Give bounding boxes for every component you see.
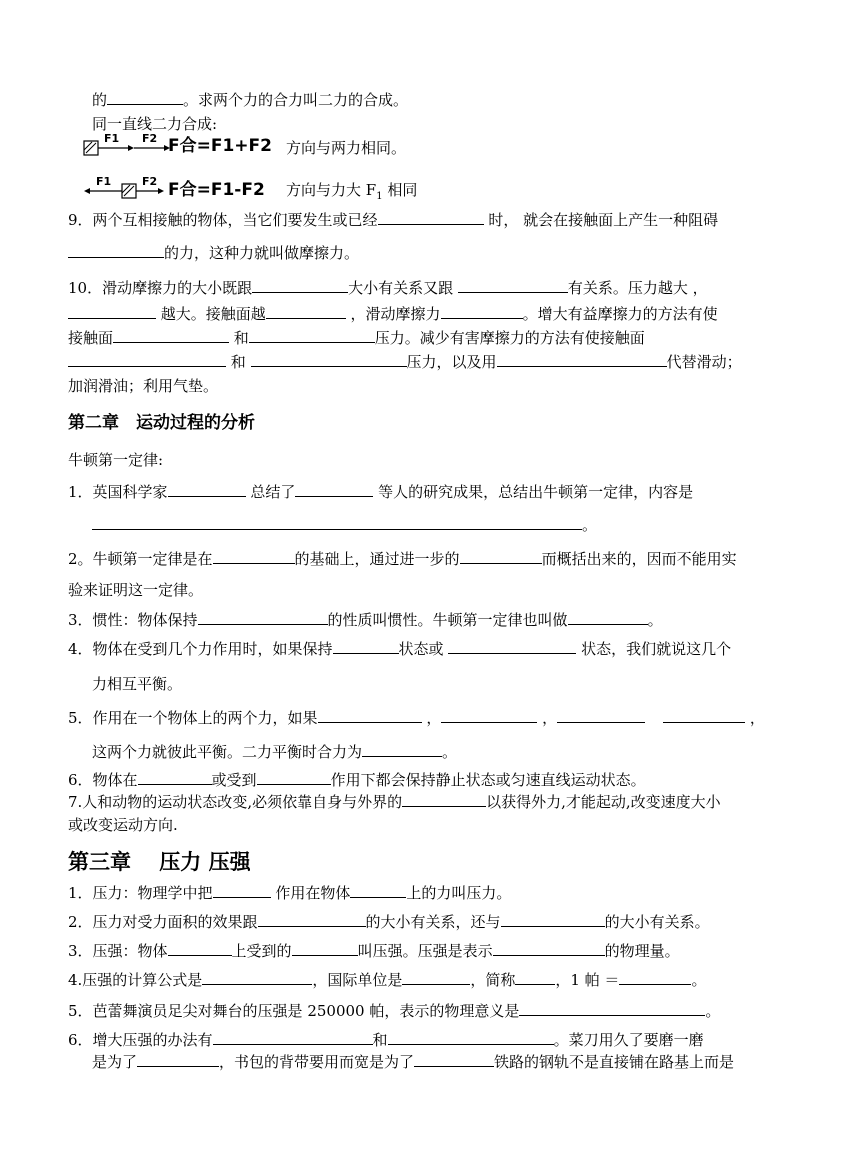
answer-blank[interactable] [251, 352, 407, 367]
text: 或受到 [211, 771, 257, 789]
text: 铁路的钢轨不是直接铺在路基上而是 [494, 1053, 735, 1071]
answer-blank[interactable] [202, 970, 312, 985]
ch2-question-3 [68, 610, 663, 630]
answer-blank[interactable] [318, 708, 422, 723]
ch2-question-1-line-1 [68, 482, 693, 502]
ch3-question-4 [68, 970, 706, 990]
formula-sum: F合=F1+F2 [168, 136, 272, 156]
text: 而概括出来的，因而不能用实 [541, 550, 737, 568]
text: 和 [226, 353, 251, 371]
text: 。 [442, 743, 458, 761]
intro-line-2: 同一直线二力合成: [92, 115, 218, 133]
answer-blank[interactable] [388, 1030, 554, 1045]
text: 。 [582, 516, 598, 534]
answer-blank[interactable] [458, 278, 568, 293]
text: 4.压强的计算公式是 [68, 971, 203, 989]
text: 接触面 [68, 329, 114, 347]
text: ，简称 [470, 971, 516, 989]
ch2-question-4-line-2: 力相互平衡。 [92, 675, 183, 693]
answer-blank[interactable] [557, 708, 645, 723]
hatch [86, 143, 96, 153]
text: 的性质叫惯性。牛顿第一定律也叫做 [327, 611, 568, 629]
text: 的力，这种力就叫做摩擦力。 [164, 244, 360, 262]
f1-arrowhead [84, 188, 90, 194]
answer-blank[interactable] [68, 304, 156, 319]
answer-blank[interactable] [441, 708, 537, 723]
text: ，书包的背带要用而宽是为了 [219, 1053, 415, 1071]
text: 越大。接触面越 [156, 305, 266, 323]
text: 是为了 [92, 1053, 138, 1071]
question-10-line-2 [68, 304, 718, 324]
ch3-question-2 [68, 912, 710, 932]
ch2-question-6 [68, 770, 646, 790]
f1-label: F1 [96, 175, 112, 188]
answer-blank[interactable] [168, 941, 232, 956]
text: 6．增大压强的办法有 [68, 1031, 213, 1049]
answer-blank[interactable] [198, 610, 328, 625]
answer-blank[interactable] [68, 243, 164, 258]
text: 总结了 [245, 483, 296, 501]
text: 和 [372, 1031, 388, 1049]
text: 以获得外力,才能起动,改变速度大小 [486, 793, 721, 811]
answer-blank[interactable] [213, 1030, 373, 1045]
answer-blank[interactable] [515, 970, 555, 985]
text: 的大小有关系，还与 [365, 913, 501, 931]
answer-blank[interactable] [249, 328, 375, 343]
question-10-line-5: 加润滑油；利用气垫。 [68, 377, 219, 395]
answer-blank[interactable] [333, 639, 399, 654]
ch3-question-6-line-2 [92, 1052, 734, 1072]
f2-label: F2 [142, 175, 158, 188]
text: 。 [647, 611, 663, 629]
text: 。 [705, 1002, 721, 1020]
text: 大小有关系又跟 [348, 279, 458, 297]
text: 5．作用在一个物体上的两个力，如果 [68, 709, 318, 727]
answer-blank[interactable] [266, 304, 346, 319]
question-10-line-4 [68, 352, 742, 372]
ch3-question-5 [68, 1001, 720, 1021]
f1-label: F1 [104, 132, 120, 145]
text: 3．压强：物体 [68, 942, 168, 960]
question-10-line-1 [68, 278, 708, 298]
text: 7.人和动物的运动状态改变,必须依靠自身与外界的 [68, 793, 403, 811]
question-9-line-1 [68, 210, 718, 230]
text: 作用下都会保持静止状态或匀速直线运动状态。 [330, 771, 646, 789]
answer-blank[interactable] [213, 549, 295, 564]
answer-blank[interactable] [350, 883, 406, 898]
text: 叫压强。压强是表示 [357, 942, 493, 960]
answer-blank[interactable] [497, 352, 667, 367]
answer-blank[interactable] [568, 610, 648, 625]
answer-blank[interactable] [107, 90, 183, 105]
text: 方向与力大 F [286, 181, 377, 199]
text: 6．物体在 [68, 771, 138, 789]
diagram2-note [286, 180, 417, 207]
text: ，1 帕 ＝ [555, 971, 620, 989]
f1-arrowhead [128, 145, 134, 151]
answer-blank[interactable] [213, 883, 271, 898]
diagram1-note: 方向与两力相同。 [286, 139, 407, 157]
answer-blank[interactable] [619, 970, 691, 985]
text: ， [745, 709, 765, 727]
answer-blank[interactable] [414, 1052, 494, 1067]
text: ， [421, 709, 442, 727]
text: 压力，以及用 [406, 353, 497, 371]
text: ， [537, 709, 558, 727]
ch2-question-2-line-1 [68, 549, 737, 569]
text: 上受到的 [231, 942, 292, 960]
text: 上的力叫压力。 [406, 884, 512, 902]
text: ，国际单位是 [312, 971, 403, 989]
text: 的 [92, 91, 108, 109]
text: 2。牛顿第一定律是在 [68, 550, 213, 568]
answer-blank[interactable] [168, 482, 246, 497]
text: 。 [691, 971, 707, 989]
text: 9．两个互相接触的物体，当它们要发生或已经 [68, 211, 378, 229]
text: 3．惯性：物体保持 [68, 611, 198, 629]
f2-arrowhead [158, 188, 164, 194]
text: 代替滑动； [666, 353, 742, 371]
answer-blank[interactable] [501, 912, 605, 927]
text: 1．英国科学家 [68, 483, 168, 501]
answer-blank[interactable] [292, 941, 358, 956]
text: ，滑动摩擦力 [345, 305, 441, 323]
ch2-question-7-line-2: 或改变运动方向. [68, 816, 178, 834]
text: 1．压力：物理学中把 [68, 884, 213, 902]
text: 的基础上，通过进一步的 [294, 550, 460, 568]
answer-blank[interactable] [258, 912, 366, 927]
text: 状态或 [398, 640, 449, 658]
text: 时， 就会在接触面上产生一种阻碍 [483, 211, 719, 229]
answer-blank[interactable] [460, 549, 542, 564]
answer-blank[interactable] [493, 941, 605, 956]
hatch [124, 186, 134, 196]
ch3-question-1 [68, 883, 511, 903]
text: 和 [229, 329, 249, 347]
answer-blank[interactable] [295, 482, 373, 497]
text: 状态，我们就说这几个 [576, 640, 732, 658]
text: 相同 [382, 181, 418, 199]
ch2-question-7-line-1 [68, 792, 721, 812]
ch3-question-3 [68, 941, 680, 961]
answer-blank[interactable] [68, 352, 226, 367]
chapter-2-subtitle: 牛顿第一定律: [68, 451, 164, 469]
answer-blank[interactable] [113, 328, 229, 343]
text: 2．压力对受力面积的效果跟 [68, 913, 258, 931]
text: 的物理量。 [604, 942, 680, 960]
answer-blank[interactable] [257, 770, 331, 785]
answer-blank[interactable] [92, 515, 582, 530]
answer-blank[interactable] [519, 1001, 705, 1016]
f2-label: F2 [142, 132, 158, 145]
answer-blank[interactable] [378, 210, 484, 225]
ch2-question-5-line-1 [68, 708, 765, 728]
ch2-question-1-line-2 [92, 515, 597, 535]
text: 5．芭蕾舞演员足尖对舞台的压强是 250000 帕，表示的物理意义是 [68, 1002, 520, 1020]
ch2-question-5-line-2 [92, 742, 457, 762]
chapter-3-title: 第三章 压力 压强 [68, 850, 251, 874]
question-9-line-2 [68, 243, 359, 263]
text: 作用在物体 [270, 884, 351, 902]
answer-blank[interactable] [448, 639, 576, 654]
answer-blank[interactable] [362, 742, 442, 757]
answer-blank[interactable] [441, 304, 523, 319]
text: 压力。减少有害摩擦力的方法有使接触面 [374, 329, 645, 347]
text: 。求两个力的合力叫二力的合成。 [183, 91, 409, 109]
text: 等人的研究成果，总结出牛顿第一定律，内容是 [373, 483, 694, 501]
formula-difference: F合=F1-F2 [168, 180, 265, 200]
answer-blank[interactable] [138, 770, 212, 785]
answer-blank[interactable] [402, 792, 486, 807]
answer-blank[interactable] [252, 278, 348, 293]
text: 4．物体在受到几个力作用时，如果保持 [68, 640, 333, 658]
text: 的大小有关系。 [604, 913, 710, 931]
answer-blank[interactable] [137, 1052, 219, 1067]
text: 。增大有益摩擦力的方法有使 [522, 305, 718, 323]
question-10-line-3 [68, 328, 645, 348]
ch2-question-2-line-2: 验来证明这一定律。 [68, 581, 204, 599]
ch2-question-4-line-1 [68, 639, 731, 659]
ch3-question-6-line-1 [68, 1030, 704, 1050]
subscript: 1 [376, 191, 383, 202]
text: 有关系。压力越大 ， [567, 279, 708, 297]
text: 。菜刀用久了要磨一磨 [553, 1031, 704, 1049]
intro-line-1 [92, 90, 408, 110]
answer-blank[interactable] [663, 708, 745, 723]
text: 10．滑动摩擦力的大小既跟 [68, 279, 253, 297]
text: 这两个力就彼此平衡。二力平衡时合力为 [92, 743, 363, 761]
chapter-2-title: 第二章 运动过程的分析 [68, 413, 255, 433]
answer-blank[interactable] [402, 970, 470, 985]
